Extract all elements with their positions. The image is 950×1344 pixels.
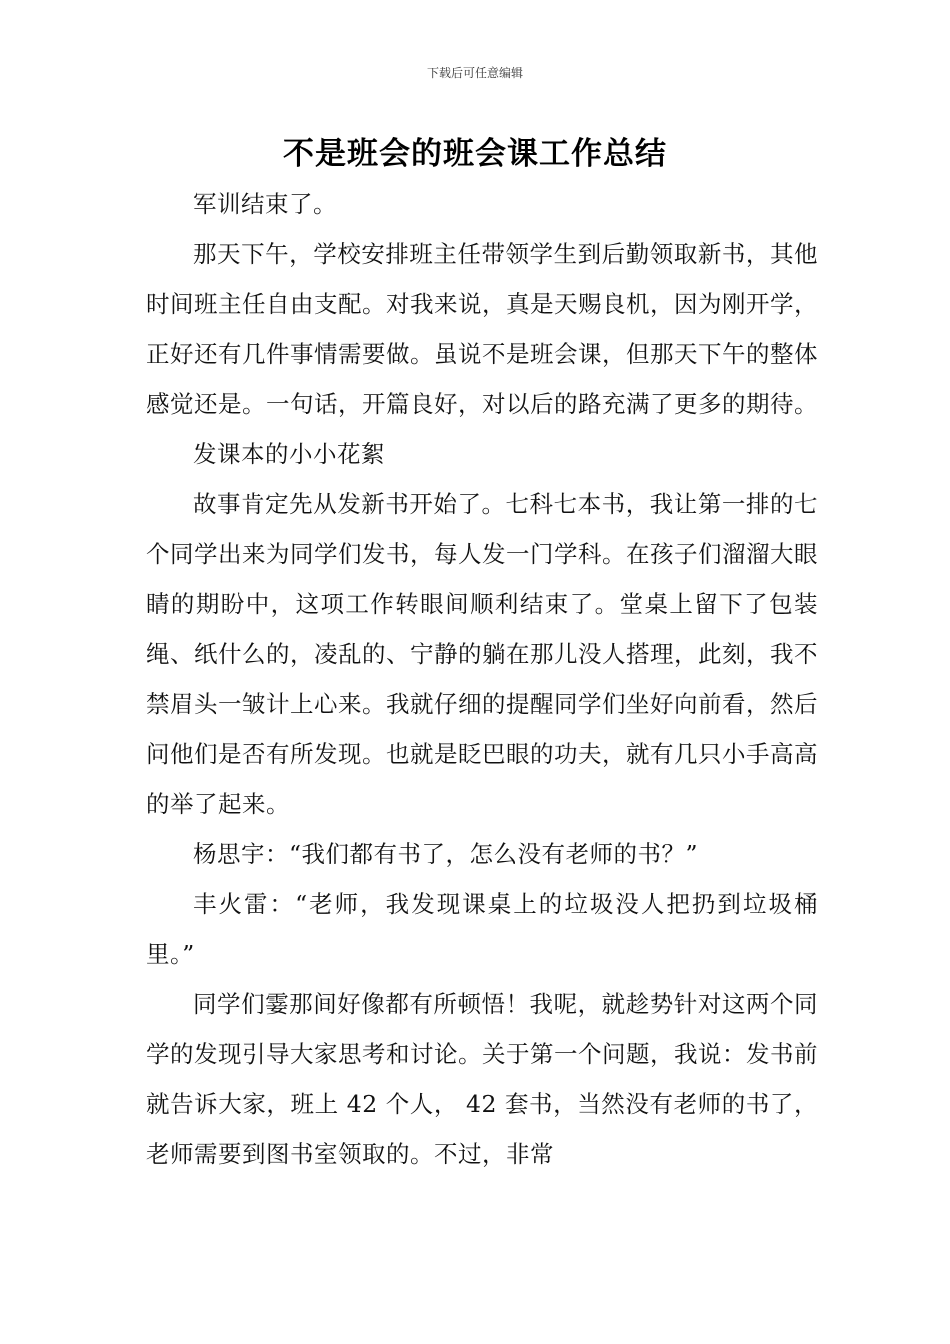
paragraph-2: 那天下午，学校安排班主任带领学生到后勤领取新书，其他时间班主任自由支配。对我来说，真是天赐良机，因为刚开学，正好还有几件事情需要做。虽说不是班会课，但那天下午的整体感觉还是。一句话，开篇良好，对以后的路充满了更多的期待。 <box>146 240 818 418</box>
dialogue-feng: 丰火雷：“老师，我发现课桌上的垃圾没人把扔到垃圾桶里。” <box>146 890 818 968</box>
paragraph-4: 同学们霎那间好像都有所顿悟！我呢，就趁势针对这两个同学的发现引导大家思考和讨论。关于第一个问题，我说：发书前就告诉大家，班上 42 个人， 42 套书，当然没有老师的书了，老师需要到图书室领取的。不过，非常 <box>146 990 818 1168</box>
document-body <box>146 179 818 1179</box>
paragraph-1: 军训结束了。 <box>193 190 337 218</box>
dialogue-yang: 杨思宇：“我们都有书了，怎么没有老师的书？” <box>193 840 699 868</box>
document-title: 不是班会的班会课工作总结 <box>283 136 667 172</box>
section-heading: 发课本的小小花絮 <box>193 440 385 468</box>
header-note: 下载后可任意编辑 <box>426 66 523 80</box>
paragraph-3: 故事肯定先从发新书开始了。七科七本书，我让第一排的七个同学出来为同学们发书，每人发一门学科。在孩子们溜溜大眼睛的期盼中，这项工作转眼间顺利结束了。堂桌上留下了包装绳、纸什么的，凌乱的、宁静的躺在那儿没人搭理，此刻，我不禁眉头一皱计上心来。我就仔细的提醒同学们坐好向前看，然后问他们是否有所发现。也就是眨巴眼的功夫，就有几只小手高高的举了起来。 <box>146 490 818 818</box>
